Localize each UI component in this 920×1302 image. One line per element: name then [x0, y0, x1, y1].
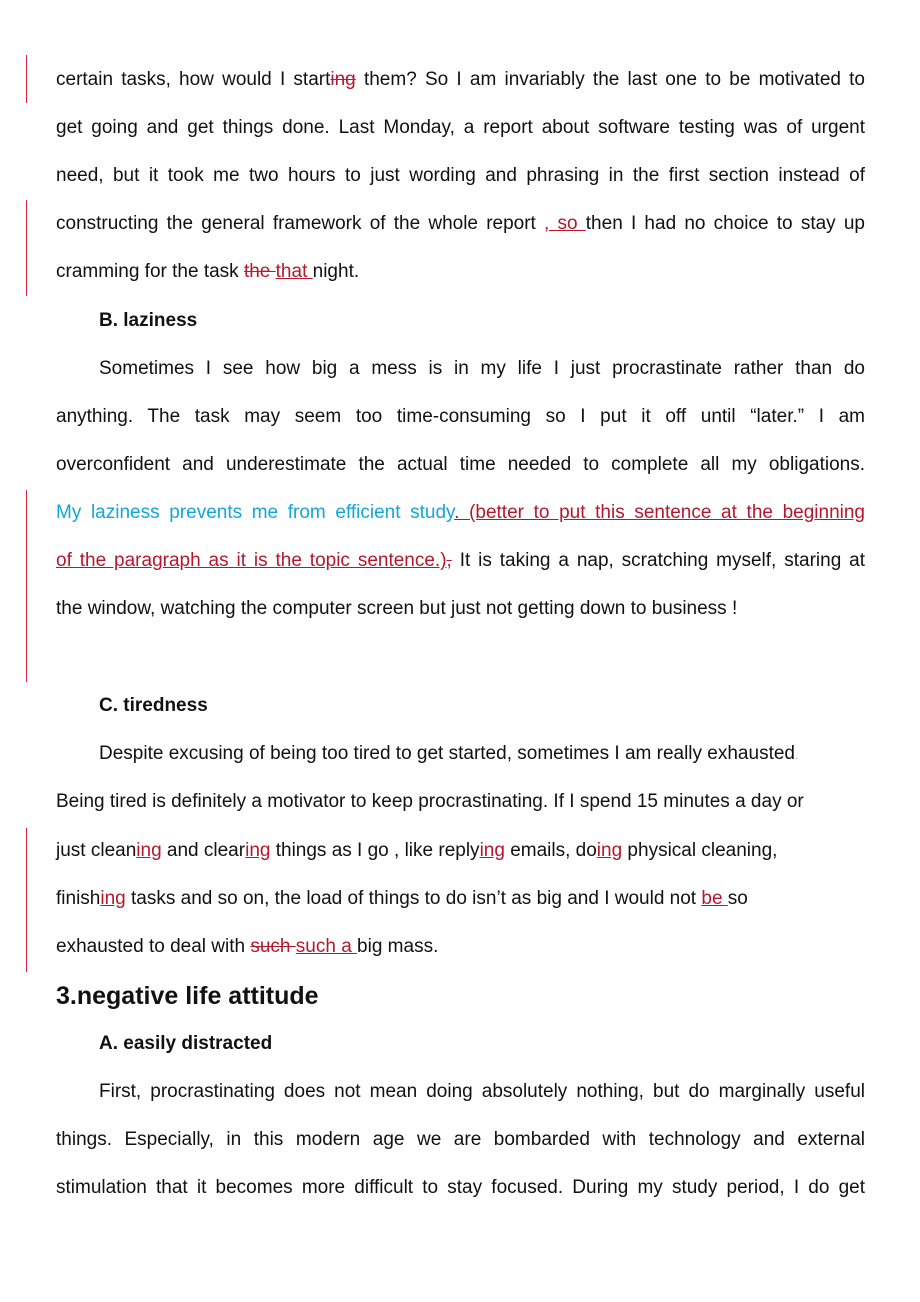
inserted-text: that	[275, 261, 313, 282]
change-bar	[26, 828, 27, 972]
inserted-text: ing	[596, 840, 623, 861]
text-line: overconfident and underestimate the actual time needed to complete all my obligations.	[56, 454, 865, 475]
text-line: certain tasks, how would I starting them? So I am invariably the last one to be motivated to	[56, 69, 866, 90]
reviewer-comment: of the paragraph as it is the topic sentence.)	[56, 550, 447, 571]
change-bar	[26, 55, 27, 103]
text-line: finishing tasks and so on, the load of things to do isn’t as big and I would not be so	[56, 888, 748, 909]
text-line: cramming for the task the that night.	[56, 261, 360, 282]
change-bar	[26, 200, 27, 296]
subheading-laziness: B. laziness	[99, 310, 198, 331]
inserted-text: ing	[479, 840, 505, 861]
inserted-text: , so	[544, 213, 586, 234]
inserted-text: ing	[245, 840, 271, 861]
deleted-text: ,	[446, 550, 452, 571]
text-line	[56, 500, 865, 526]
deleted-text: the	[243, 261, 276, 282]
inserted-text: be	[701, 888, 728, 909]
section-heading: 3.negative life attitude	[56, 982, 319, 1010]
text-line: stimulation that it becomes more difficult to stay focused. During my study period, I do get	[56, 1177, 865, 1198]
text-line: Being tired is definitely a motivator to keep procrastinating. If I spend 15 minutes a day or	[56, 791, 804, 812]
text-line: the window, watching the computer screen but just not getting down to business !	[56, 598, 738, 619]
inserted-text: ing	[100, 888, 126, 909]
text-line: things. Especially, in this modern age we are bombarded with technology and external	[56, 1129, 865, 1150]
inserted-text: ing	[136, 840, 162, 861]
text-line: constructing the general framework of the whole report , so then I had no choice to stay up	[56, 213, 866, 234]
text-line: Despite excusing of being too tired to get started, sometimes I am really exhausted.	[99, 743, 799, 764]
subheading-tiredness: C. tiredness	[99, 695, 208, 716]
text-line: exhausted to deal with such such a big mass.	[56, 936, 439, 957]
deleted-text: ing	[330, 69, 356, 90]
inserted-text: such a	[295, 936, 358, 957]
highlighted-sentence: My laziness prevents me from efficient study	[56, 502, 455, 523]
text-line: get going and get things done. Last Monday, a report about software testing was of urgent	[56, 117, 865, 138]
deleted-text: such	[250, 936, 296, 957]
text-line: of the paragraph as it is the topic sentence.), It is taking a nap, scratching myself, staring at	[56, 550, 865, 571]
text-line: anything. The task may seem too time-consuming so I put it off until “later.” I am	[56, 406, 865, 427]
text-line: just cleaning and clearing things as I go , like replying emails, doing physical cleaning,	[56, 840, 778, 861]
reviewer-comment: . (better to put this sentence at the beginning	[454, 502, 865, 523]
change-bar	[26, 490, 27, 682]
text-line: need, but it took me two hours to just wording and phrasing in the first section instead of	[56, 165, 865, 186]
text-line: Sometimes I see how big a mess is in my life I just procrastinate rather than do	[99, 358, 865, 379]
text-line: First, procrastinating does not mean doing absolutely nothing, but do marginally useful	[99, 1081, 865, 1102]
subheading-easily-distracted: A. easily distracted	[99, 1033, 273, 1054]
